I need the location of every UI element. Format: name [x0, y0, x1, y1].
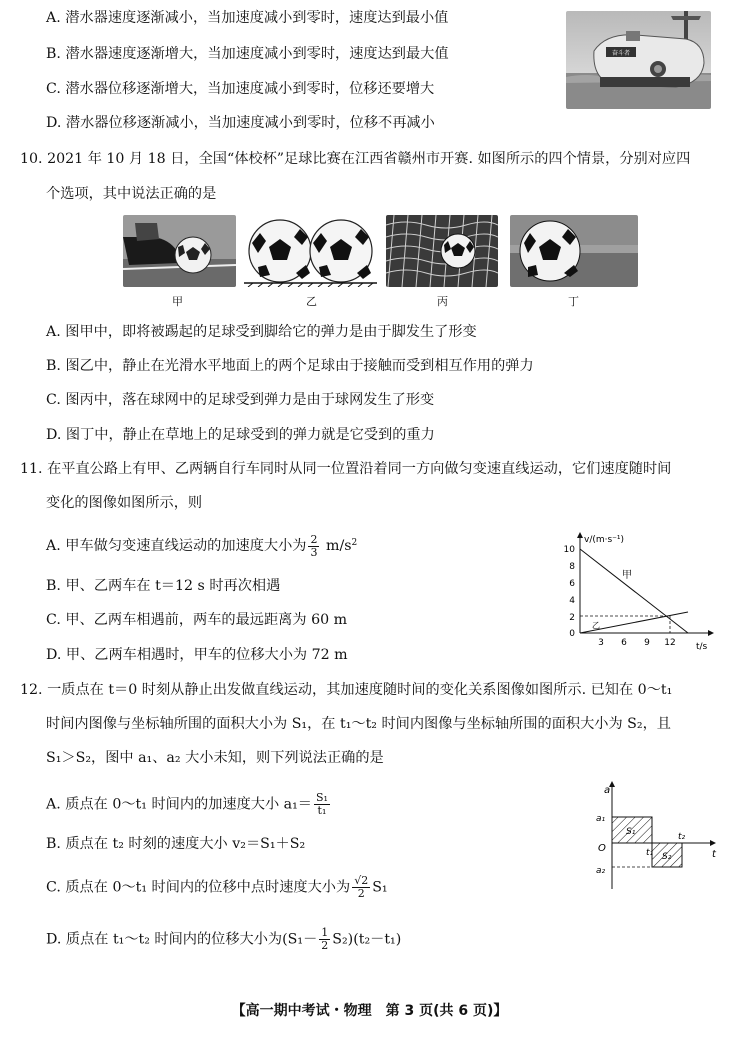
photo-bing-net: [386, 215, 498, 287]
a-axis-label: a: [604, 785, 611, 796]
q12-option-c: [46, 875, 388, 900]
photo-label-jia: 甲: [172, 295, 183, 308]
q12-option-a: [46, 792, 332, 817]
q10-option-d: D. 图丁中，静止在草地上的足球受到的弹力就是它受到的重力: [46, 427, 435, 443]
y-tick-2: 2: [569, 613, 575, 623]
t-axis-label: t: [712, 849, 716, 860]
fraction-s1-over-t1: [314, 792, 330, 817]
fraction-denominator: 2: [357, 887, 365, 900]
q12-stem-line1: 12. 一质点在 t＝0 时刻从静止出发做直线运动，其加速度随时间的变化关系图像如图所示. 已知在 0～t₁: [20, 682, 673, 698]
t2-label: t₂: [678, 832, 686, 842]
t1-label: t₁: [646, 848, 654, 858]
q12-at-graph: [590, 777, 720, 895]
photo-label-bing: 丙: [437, 295, 448, 308]
q12-option-d-paren-open: (S₁－: [282, 931, 318, 948]
fraction-numerator: S₁: [315, 791, 328, 804]
submersible-photo: [566, 11, 711, 109]
q9-option-a: A. 潜水器速度逐渐减小，当加速度减小到零时，速度达到最小值: [46, 10, 449, 26]
fraction-root2-over-2: [352, 875, 370, 900]
fraction-numerator: √2: [354, 874, 369, 887]
q11-stem-line2: 变化的图像如图所示，则: [46, 495, 203, 511]
fraction-one-half: [319, 927, 330, 952]
q10-stem-line2: 个选项，其中说法正确的是: [46, 186, 217, 202]
q10-option-c: C. 图丙中，落在球网中的足球受到弹力是由于球网发生了形变: [46, 392, 435, 408]
photo-ding-grass: [510, 215, 638, 287]
photo-label-ding: 丁: [568, 295, 579, 308]
q10-stem-line1: 10. 2021 年 10 月 18 日，全国“体校杯”足球比赛在江西省赣州市开赛. 如图所示的四个情景，分别对应四: [20, 151, 691, 167]
q12-option-c-tail: S₁: [372, 879, 388, 896]
fraction-denominator: 2: [321, 939, 329, 952]
q12-stem-line3: S₁＞S₂，图中 a₁、a₂ 大小未知，则下列说法正确的是: [46, 750, 384, 766]
v-axis-label: v/(m·s⁻¹): [584, 535, 625, 545]
fraction-denominator: t₁: [317, 804, 327, 817]
photo-yi-two-balls: [244, 215, 377, 287]
v-axis-arrow: [577, 532, 583, 538]
a2-label: a₂: [596, 866, 606, 876]
page-footer: 【高一期中考试・物理 第 3 页(共 6 页)】: [231, 1003, 508, 1019]
q11-option-a: [46, 533, 357, 559]
fraction-denominator: 3: [310, 545, 318, 559]
photo-label-yi: 乙: [306, 295, 317, 308]
q10-option-a: A. 图甲中，即将被踢起的足球受到脚给它的弹力是由于脚发生了形变: [46, 324, 477, 340]
y-tick-4: 4: [569, 596, 575, 606]
y-tick-8: 8: [569, 562, 575, 572]
fraction-numerator: 2: [310, 532, 318, 546]
s2-label: S₂: [662, 852, 672, 862]
y-tick-10: 10: [563, 545, 575, 555]
photo-jia-kick: [123, 215, 236, 287]
fraction-two-thirds: [308, 534, 319, 559]
origin-label: O: [598, 843, 606, 854]
q12-option-b: B. 质点在 t₂ 时刻的速度大小 v₂＝S₁＋S₂: [46, 836, 306, 852]
q10-option-b: B. 图乙中，静止在光滑水平地面上的两个足球由于接触而受到相互作用的弹力: [46, 358, 534, 374]
q9-option-d: D. 潜水器位移逐渐减小，当加速度减小到零时，位移不再减小: [46, 115, 435, 131]
q11-option-c: C. 甲、乙两车相遇前，两车的最远距离为 60 m: [46, 612, 348, 628]
x-tick-3: 3: [598, 638, 604, 648]
q12-option-d-text: D. 质点在 t₁～t₂ 时间内的位移大小为: [46, 931, 283, 948]
q12-option-c-text: C. 质点在 0～t₁ 时间内的位移中点时速度大小为: [46, 879, 351, 896]
q12-option-d-tail: (t₂－t₁): [353, 931, 402, 948]
a1-label: a₁: [596, 814, 606, 824]
submersible-name: 奋斗者: [612, 50, 631, 57]
fraction-numerator: 1: [321, 926, 329, 939]
x-tick-6: 6: [621, 638, 627, 648]
q11-vt-graph: [558, 528, 718, 656]
s1-label: S₁: [626, 827, 636, 837]
x-tick-9: 9: [644, 638, 650, 648]
q11-option-b: B. 甲、乙两车在 t＝12 s 时再次相遇: [46, 578, 281, 594]
y-tick-0: 0: [569, 629, 575, 639]
q12-option-a-text: A. 质点在 0～t₁ 时间内的加速度大小 a₁＝: [46, 796, 312, 813]
t-axis-arrow: [710, 840, 716, 846]
y-tick-6: 6: [569, 579, 575, 589]
label-jia: 甲: [622, 570, 632, 581]
q11-option-d: D. 甲、乙两车相遇时，甲车的位移大小为 72 m: [46, 647, 348, 663]
q11-option-a-text: A. 甲车做匀变速直线运动的加速度大小为: [46, 538, 307, 554]
q11-stem-line1: 11. 在平直公路上有甲、乙两辆自行车同时从同一位置沿着同一方向做匀变速直线运动，它们速度随时间: [20, 461, 672, 477]
q9-option-b: B. 潜水器速度逐渐增大，当加速度减小到零时，速度达到最大值: [46, 46, 449, 62]
label-yi: 乙: [592, 621, 600, 630]
q12-option-d-paren-close: S₂): [332, 931, 354, 948]
q9-option-c: C. 潜水器位移逐渐增大，当加速度减小到零时，位移还要增大: [46, 81, 435, 97]
q12-option-d: [46, 927, 401, 952]
unit-exponent: 2: [351, 538, 358, 548]
unit-text: m/s: [325, 538, 352, 554]
q12-stem-line2: 时间内图像与坐标轴所围的面积大小为 S₁，在 t₁～t₂ 时间内图像与坐标轴所围的面积大小为 S₂，且: [46, 716, 671, 732]
t-axis-label: t/s: [696, 642, 708, 652]
x-tick-12: 12: [664, 638, 676, 648]
t-axis-arrow: [708, 630, 714, 636]
